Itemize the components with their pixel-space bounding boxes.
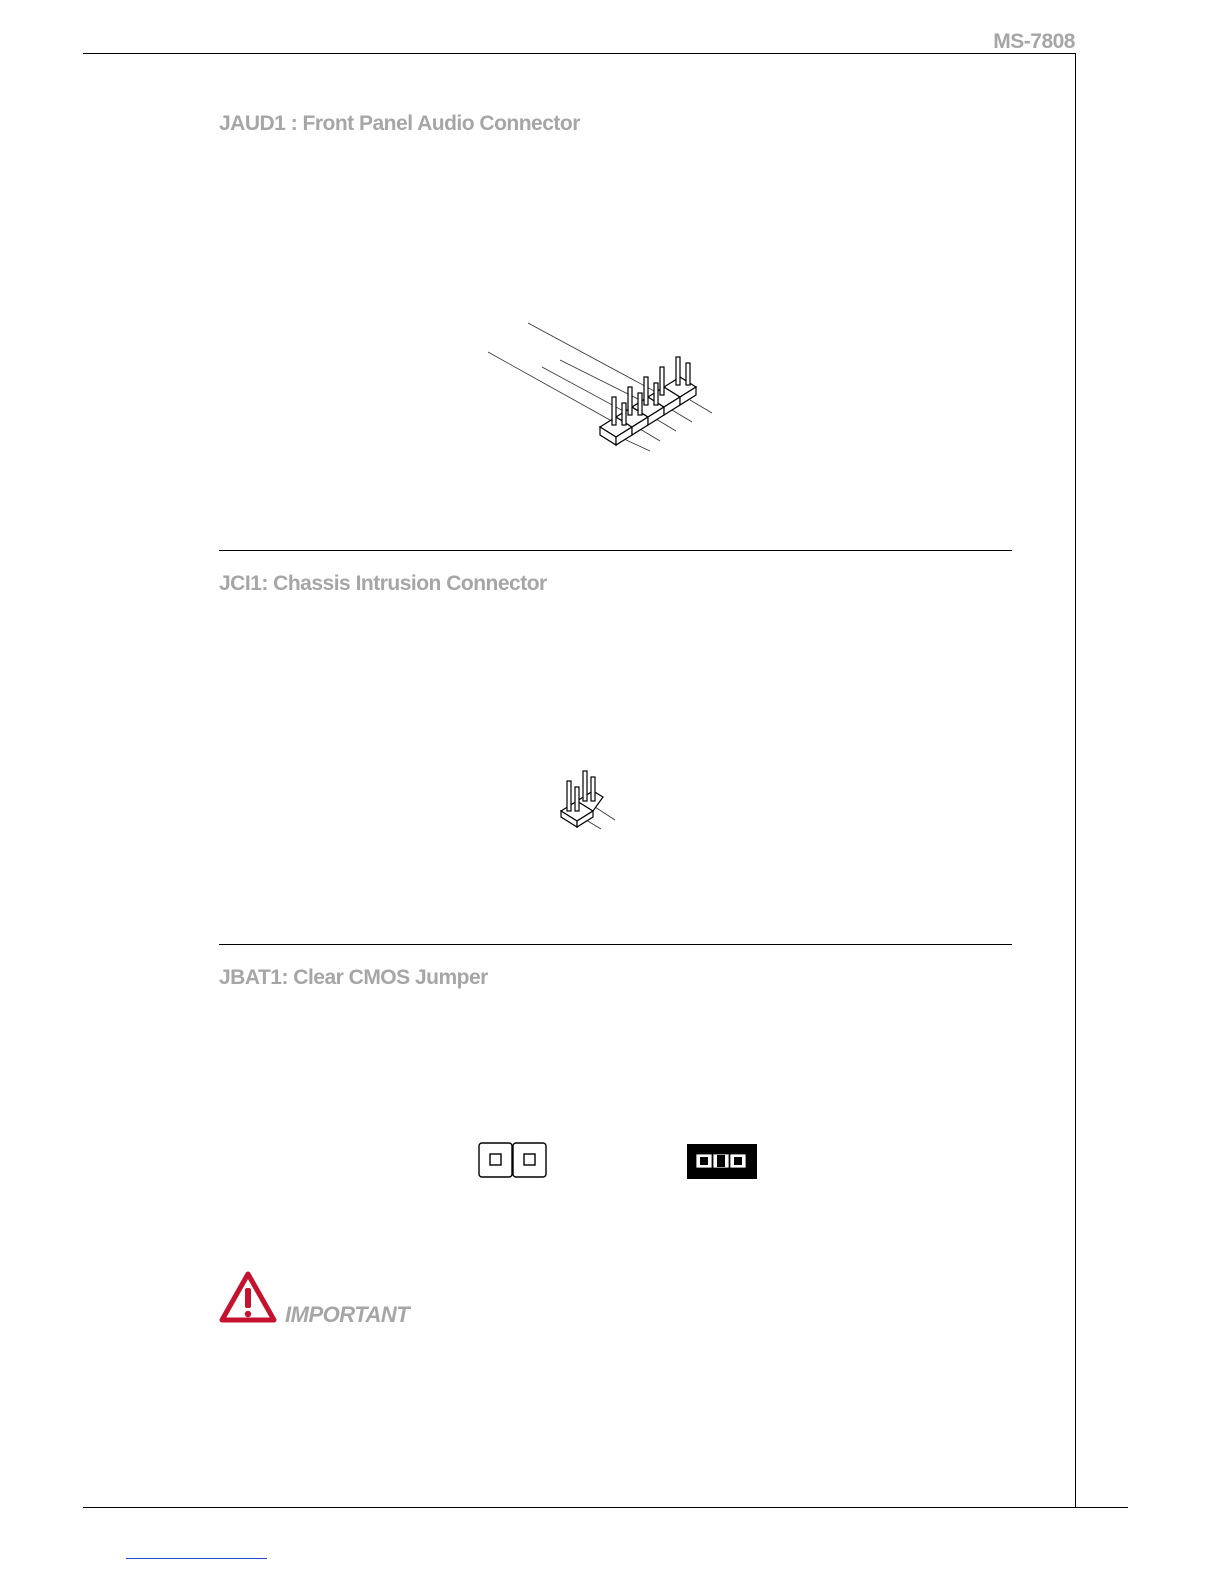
section-title-jbat1: JBAT1: Clear CMOS Jumper	[219, 966, 488, 989]
jbat1-keep-data-figure	[686, 1143, 760, 1181]
section-title-jci1: JCI1: Chassis Intrusion Connector	[219, 572, 547, 595]
footer-rule	[83, 1507, 1128, 1508]
section-divider	[219, 550, 1012, 551]
jaud1-connector-figure	[480, 315, 730, 460]
header-rule	[83, 53, 1076, 54]
page-side-rule	[1075, 53, 1076, 1507]
footer-link-underline	[126, 1558, 267, 1559]
section-title-jaud1: JAUD1 : Front Panel Audio Connector	[219, 112, 580, 135]
warning-icon	[218, 1270, 278, 1326]
jci1-connector-figure	[555, 765, 625, 835]
important-label: IMPORTANT	[285, 1302, 410, 1327]
jbat1-jumper-figure	[478, 1142, 548, 1180]
model-number: MS-7808	[993, 30, 1075, 53]
section-divider	[219, 944, 1012, 945]
